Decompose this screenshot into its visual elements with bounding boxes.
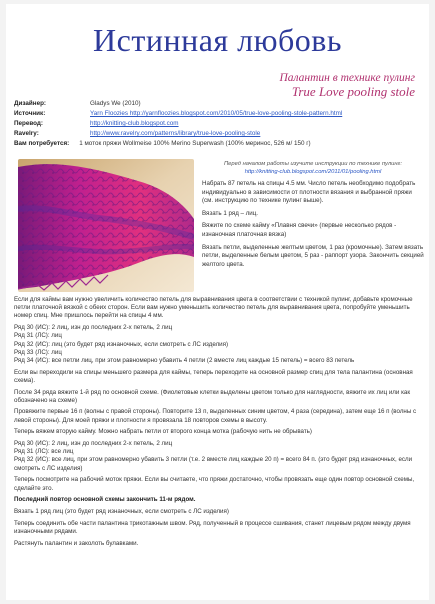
- caption-link[interactable]: http://knitting-club.blogspot.com/2011/01/pooling.html: [244, 169, 382, 175]
- paragraph: Вязать 1 ряд лиц (это будет ряд изнаночных, если смотреть с ЛС изделия): [14, 507, 229, 515]
- info-row-materials: [14, 139, 342, 149]
- paragraph: Теперь посмотрите на рабочий моток пряжи. Если вы считаете, что пряжи достаточно, чтобы провязать еще один повтор основной схемы, сделайте это.: [14, 476, 415, 492]
- row-instruction: Ряд 31 (ЛС): лиц: [14, 332, 62, 340]
- info-row-ravelry[interactable]: [14, 129, 342, 139]
- caption-text: Перед началом работы изучите инструкции по технике пулинг:: [223, 161, 403, 167]
- paragraph: Растянуть палантин и заколоть булавками.: [14, 539, 139, 547]
- paragraph: Провяжите первые 16 п (волны с правой стороны). Повторите 13 п, выделенных синим цветом, 4 раза (середина), затем еще 16 п (волны с левой стороны). Для моей пряжи и плотности я провязала 18 повторов схемы в высоту.: [14, 408, 417, 424]
- ravelry-link[interactable]: http://www.ravelry.com/patterns/library/true-love-pooling-stole: [90, 130, 261, 137]
- info-key: Вам потребуется:: [14, 140, 70, 147]
- info-key: Ravelry:: [14, 130, 39, 137]
- info-key: Дизайнер:: [14, 100, 47, 107]
- info-row-source[interactable]: [14, 109, 342, 119]
- row-instruction: Ряд 33 (ЛС): лиц: [14, 348, 62, 356]
- info-row-designer: [14, 99, 342, 109]
- stole-photo: [18, 159, 194, 292]
- paragraph-second-border: Теперь вяжем вторую кайму. Можно набрать петли от второго конца мотка (рабочую нить не обрывать): [14, 428, 312, 436]
- pattern-info: [14, 99, 342, 149]
- paragraph-bold: Последний повтор основной схемы закончить 11-м рядом.: [14, 496, 196, 504]
- info-value: 1 моток пряжи Wollmeise 100% Merino Superwash (100% меринос, 526 м/ 150 г): [79, 140, 311, 147]
- document-page: [6, 4, 429, 600]
- paragraph: Вяжите по схеме кайму «Плавня свечи» (первые несколько рядов - изнаночная платочная вязка): [202, 222, 397, 238]
- subtitle-russian: Палантин в технике пулинг: [279, 72, 415, 84]
- source-link[interactable]: Yarn Floozies http://yarnfloozies.blogspot.com/2010/05/true-love-pooling-stole-pattern.html: [90, 110, 343, 117]
- paragraph: Набрать 87 петель на спицы 4.5 мм. Число петель необходимо подобрать индивидуально в зависимости от плотности вязания и выбранной пряжи (см. инструкцию по технике пулинг выше).: [202, 180, 416, 205]
- instructions-body: [14, 296, 424, 551]
- instructions-start: [202, 180, 424, 273]
- row-instruction: Ряд 32 (ИС): все лиц, при этом равномерно убавить 3 петли (т.е. 2 вместе лиц каждые 20 п) = всего 84 п. (это будет ряд изнаночных, если смотреть с ЛС изделия): [14, 456, 413, 472]
- translation-link[interactable]: http://knitting-club.blogspot.com: [90, 120, 179, 127]
- info-row-translation[interactable]: [14, 119, 342, 129]
- subtitle-english: True Love pooling stole: [291, 84, 415, 99]
- info-key: Перевод:: [14, 120, 44, 127]
- row-instruction: Ряд 34 (ИС): все петли лиц, при этом равномерно убавить 4 петли (2 вместе лиц каждые 15 петель) = всего 83 петель: [14, 356, 355, 364]
- paragraph: Вязать 1 ряд – лиц.: [202, 209, 259, 217]
- paragraph: После 34 ряда вяжите 1-й ряд по основной схеме. (Фиолетовые клетки выделены цветом только для наглядности, вяжите их лиц или как обозначено на схеме): [14, 388, 411, 404]
- photo-caption: [202, 160, 424, 176]
- info-value: Gladys We (2010): [90, 100, 141, 107]
- row-instruction: Ряд 32 (ИС): лиц (это будет ряд изнаночных, если смотреть с ЛС изделия): [14, 340, 229, 348]
- row-instruction: Ряд 30 (ИС): 2 лиц, изн до последних 2-х петель, 2 лиц: [14, 324, 173, 332]
- row-instruction: Ряд 31 (ЛС): все лиц: [14, 448, 74, 456]
- info-key: Источник:: [14, 110, 46, 117]
- paragraph: Если вы переходили на спицы меньшего размера для каймы, теперь переходите на основной размер спиц для тела палантина (основная схема).: [14, 368, 413, 384]
- page-title: Истинная любовь: [93, 22, 342, 58]
- paragraph: Вязать петли, выделенные желтым цветом, 1 раз (кромочные). Затем вязать петли, выделенные белым цветом, 5 раз - раппорт узора. Закончить секцией желтого цвета.: [202, 243, 424, 268]
- paragraph: Теперь соединить обе части палантина трикотажным швом. Ряд, полученный в процессе сшивания, станет лицевым рядом между двумя изнаночными рядами.: [14, 519, 411, 535]
- paragraph: Если для каймы вам нужно увеличить количество петель для выравнивания цвета в соответствии с техникой пулинг, добавьте кромочные петли платочной вязкой с обеих сторон. Если вам нужно уменьшить количество петель для выравнивания цвета, попробуйте уменьшить номер спиц. Мне пришлось перейти на спицы 4 мм.: [14, 296, 413, 320]
- row-instruction: Ряд 30 (ИС): 2 лиц, изн до последних 2-х петель, 2 лиц: [14, 440, 173, 448]
